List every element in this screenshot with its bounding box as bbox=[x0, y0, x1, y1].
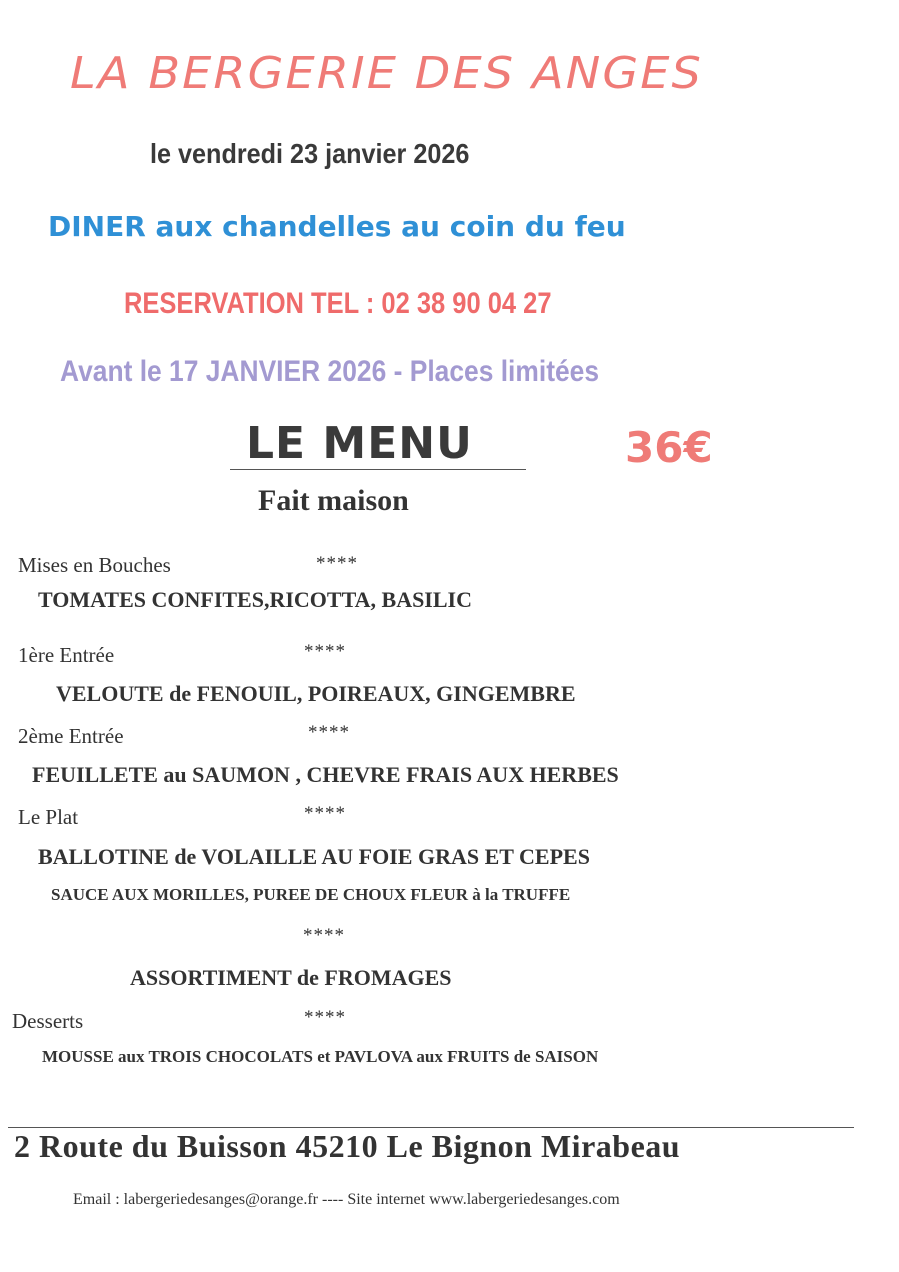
menu-title-underline bbox=[230, 469, 526, 470]
course-separator: **** bbox=[316, 553, 358, 574]
course-dish-fromages: ASSORTIMENT de FROMAGES bbox=[130, 965, 452, 990]
restaurant-name: LA BERGERIE DES ANGES bbox=[70, 48, 703, 99]
course-dish-1ere-entree: VELOUTE de FENOUIL, POIREAUX, GINGEMBRE bbox=[56, 681, 576, 706]
course-label-le-plat: Le Plat bbox=[18, 805, 79, 829]
contact-info: Email : labergeriedesanges@orange.fr ---- Site internet www.labergeriedesanges.com bbox=[73, 1191, 620, 1208]
course-label-2eme-entree: 2ème Entrée bbox=[18, 724, 124, 748]
menu-subtitle: Fait maison bbox=[258, 484, 409, 517]
reservation-phone: RESERVATION TEL : 02 38 90 04 27 bbox=[124, 287, 552, 320]
course-label-1ere-entree: 1ère Entrée bbox=[18, 643, 115, 667]
course-separator: **** bbox=[304, 1007, 346, 1028]
course-dish-le-plat: BALLOTINE de VOLAILLE AU FOIE GRAS ET CEPES bbox=[38, 844, 590, 869]
course-label-mises-en-bouches: Mises en Bouches bbox=[18, 553, 171, 577]
course-dish-mises-en-bouches: TOMATES CONFITES,RICOTTA, BASILIC bbox=[38, 587, 472, 612]
address: 2 Route du Buisson 45210 Le Bignon Mirabeau bbox=[14, 1128, 681, 1164]
menu-title: LE MENU bbox=[246, 418, 473, 469]
course-separator: **** bbox=[303, 925, 345, 946]
event-date: le vendredi 23 janvier 2026 bbox=[150, 138, 470, 169]
course-separator: **** bbox=[304, 641, 346, 662]
course-dish-desserts: MOUSSE aux TROIS CHOCOLATS et PAVLOVA aux FRUITS de SAISON bbox=[42, 1047, 599, 1066]
event-title: DINER aux chandelles au coin du feu bbox=[48, 210, 626, 243]
reservation-deadline: Avant le 17 JANVIER 2026 - Places limitées bbox=[60, 355, 600, 388]
course-label-desserts: Desserts bbox=[12, 1009, 84, 1033]
course-detail-le-plat: SAUCE AUX MORILLES, PUREE DE CHOUX FLEUR à la TRUFFE bbox=[51, 885, 571, 904]
course-separator: **** bbox=[304, 803, 346, 824]
course-separator: **** bbox=[308, 722, 350, 743]
course-dish-2eme-entree: FEUILLETE au SAUMON , CHEVRE FRAIS AUX HERBES bbox=[32, 762, 619, 787]
menu-price: 36€ bbox=[625, 423, 713, 472]
